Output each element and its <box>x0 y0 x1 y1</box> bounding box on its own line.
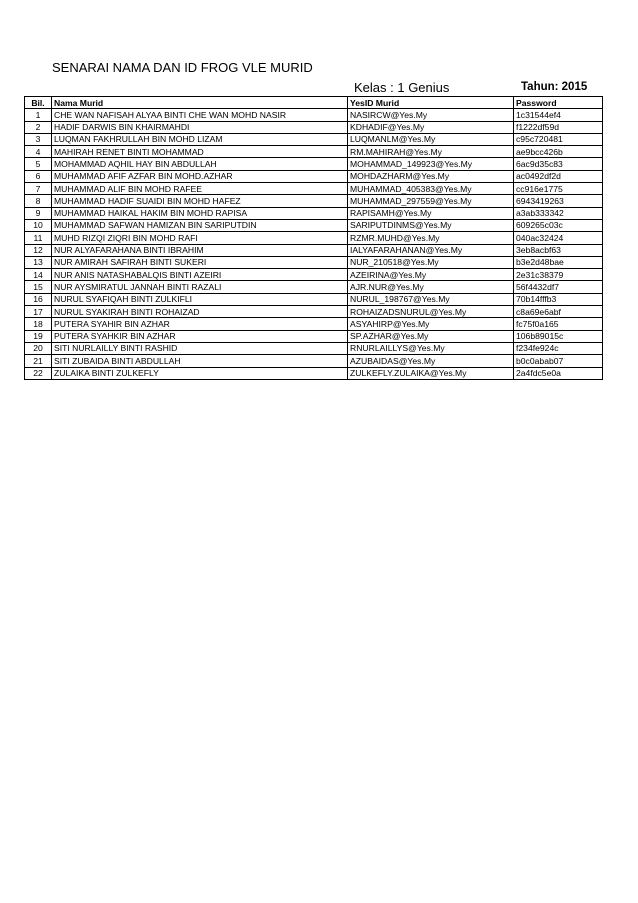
cell-nama-murid: MUHAMMAD HADIF SUAIDI BIN MOHD HAFEZ <box>52 195 348 207</box>
cell-nama-murid: MUHAMMAD HAIKAL HAKIM BIN MOHD RAPISA <box>52 207 348 219</box>
cell-password: 106b89015c <box>514 330 603 342</box>
cell-nama-murid: NUR AMIRAH SAFIRAH BINTI SUKERI <box>52 256 348 268</box>
table-row <box>25 121 603 133</box>
cell-bil: 11 <box>25 232 52 244</box>
cell-yesid: ASYAHIRP@Yes.My <box>348 318 514 330</box>
cell-yesid: LUQMANLM@Yes.My <box>348 133 514 145</box>
cell-nama-murid: MUHAMMAD SAFWAN HAMIZAN BIN SARIPUTDIN <box>52 219 348 231</box>
cell-nama-murid: NUR AYSMIRATUL JANNAH BINTI RAZALI <box>52 281 348 293</box>
cell-yesid: NURUL_198767@Yes.My <box>348 293 514 305</box>
cell-password: f1222df59d <box>514 121 603 133</box>
cell-password: 6ac9d35c83 <box>514 158 603 170</box>
cell-password: 2e31c38379 <box>514 269 603 281</box>
header-password: Password <box>514 97 603 109</box>
cell-nama-murid: NURUL SYAFIQAH BINTI ZULKIFLI <box>52 293 348 305</box>
table-row <box>25 342 603 354</box>
table-body <box>25 109 603 380</box>
cell-password: c8a69e6abf <box>514 306 603 318</box>
cell-nama-murid: SITI ZUBAIDA BINTI ABDULLAH <box>52 355 348 367</box>
cell-bil: 21 <box>25 355 52 367</box>
cell-nama-murid: MUHD RIZQI ZIQRI BIN MOHD RAFI <box>52 232 348 244</box>
cell-password: 56f4432df7 <box>514 281 603 293</box>
table-row <box>25 293 603 305</box>
table-row <box>25 269 603 281</box>
cell-nama-murid: PUTERA SYAHKIR BIN AZHAR <box>52 330 348 342</box>
table-row <box>25 256 603 268</box>
cell-bil: 20 <box>25 342 52 354</box>
class-label: Kelas : 1 Genius <box>354 80 450 95</box>
cell-bil: 5 <box>25 158 52 170</box>
cell-password: c95c720481 <box>514 133 603 145</box>
table-row <box>25 170 603 182</box>
cell-nama-murid: PUTERA SYAHIR BIN AZHAR <box>52 318 348 330</box>
cell-password: fc75f0a165 <box>514 318 603 330</box>
table-row <box>25 183 603 195</box>
cell-bil: 6 <box>25 170 52 182</box>
table-row <box>25 219 603 231</box>
cell-yesid: RNURLAILLYS@Yes.My <box>348 342 514 354</box>
cell-bil: 8 <box>25 195 52 207</box>
cell-bil: 13 <box>25 256 52 268</box>
cell-yesid: IALYAFARAHANAN@Yes.My <box>348 244 514 256</box>
table-row <box>25 207 603 219</box>
cell-password: 1c31544ef4 <box>514 109 603 121</box>
header-bil: Bil. <box>25 97 52 109</box>
cell-bil: 2 <box>25 121 52 133</box>
cell-nama-murid: LUQMAN FAKHRULLAH BIN MOHD LIZAM <box>52 133 348 145</box>
cell-bil: 17 <box>25 306 52 318</box>
cell-password: cc916e1775 <box>514 183 603 195</box>
table-row <box>25 244 603 256</box>
cell-yesid: NASIRCW@Yes.My <box>348 109 514 121</box>
cell-password: 6943419263 <box>514 195 603 207</box>
cell-password: b3e2d48bae <box>514 256 603 268</box>
cell-password: ac0492df2d <box>514 170 603 182</box>
cell-password: 70b14fffb3 <box>514 293 603 305</box>
cell-nama-murid: MUHAMMAD AFIF AZFAR BIN MOHD.AZHAR <box>52 170 348 182</box>
cell-bil: 12 <box>25 244 52 256</box>
cell-nama-murid: MUHAMMAD ALIF BIN MOHD RAFEE <box>52 183 348 195</box>
cell-yesid: ZULKEFLY.ZULAIKA@Yes.My <box>348 367 514 379</box>
header-yesid-murid: YesID Murid <box>348 97 514 109</box>
cell-bil: 10 <box>25 219 52 231</box>
table-row <box>25 330 603 342</box>
document-title: SENARAI NAMA DAN ID FROG VLE MURID <box>52 60 313 75</box>
cell-bil: 1 <box>25 109 52 121</box>
cell-nama-murid: SITI NURLAILLY BINTI RASHID <box>52 342 348 354</box>
table-row <box>25 281 603 293</box>
cell-password: f234fe924c <box>514 342 603 354</box>
table-header-row <box>25 97 603 109</box>
cell-nama-murid: NURUL SYAKIRAH BINTI ROHAIZAD <box>52 306 348 318</box>
student-table <box>24 96 603 380</box>
cell-yesid: RZMR.MUHD@Yes.My <box>348 232 514 244</box>
table-row <box>25 133 603 145</box>
cell-bil: 22 <box>25 367 52 379</box>
cell-password: 3eb8acbf63 <box>514 244 603 256</box>
cell-password: 2a4fdc5e0a <box>514 367 603 379</box>
cell-password: b0c0abab07 <box>514 355 603 367</box>
cell-yesid: MUHAMMAD_405383@Yes.My <box>348 183 514 195</box>
cell-bil: 16 <box>25 293 52 305</box>
cell-yesid: SP.AZHAR@Yes.My <box>348 330 514 342</box>
cell-yesid: AJR.NUR@Yes.My <box>348 281 514 293</box>
cell-nama-murid: NUR ALYAFARAHANA BINTI IBRAHIM <box>52 244 348 256</box>
table-row <box>25 109 603 121</box>
cell-yesid: KDHADIF@Yes.My <box>348 121 514 133</box>
cell-nama-murid: NUR ANIS NATASHABALQIS BINTI AZEIRI <box>52 269 348 281</box>
cell-yesid: MOHDAZHARM@Yes.My <box>348 170 514 182</box>
table-row <box>25 306 603 318</box>
cell-bil: 15 <box>25 281 52 293</box>
cell-yesid: RM.MAHIRAH@Yes.My <box>348 146 514 158</box>
year-label: Tahun: 2015 <box>521 81 588 93</box>
cell-bil: 7 <box>25 183 52 195</box>
cell-yesid: NUR_210518@Yes.My <box>348 256 514 268</box>
cell-nama-murid: CHE WAN NAFISAH ALYAA BINTI CHE WAN MOHD NASIR <box>52 109 348 121</box>
cell-nama-murid: ZULAIKA BINTI ZULKEFLY <box>52 367 348 379</box>
cell-yesid: AZUBAIDAS@Yes.My <box>348 355 514 367</box>
cell-yesid: AZEIRINA@Yes.My <box>348 269 514 281</box>
cell-bil: 14 <box>25 269 52 281</box>
cell-yesid: ROHAIZADSNURUL@Yes.My <box>348 306 514 318</box>
table-row <box>25 146 603 158</box>
cell-nama-murid: HADIF DARWIS BIN KHAIRMAHDI <box>52 121 348 133</box>
header-nama-murid: Nama Murid <box>52 97 348 109</box>
cell-bil: 4 <box>25 146 52 158</box>
table-row <box>25 158 603 170</box>
table-row <box>25 195 603 207</box>
cell-nama-murid: MOHAMMAD AQHIL HAY BIN ABDULLAH <box>52 158 348 170</box>
cell-nama-murid: MAHIRAH RENET BINTI MOHAMMAD <box>52 146 348 158</box>
table-row <box>25 232 603 244</box>
table-row <box>25 355 603 367</box>
cell-yesid: SARIPUTDINMS@Yes.My <box>348 219 514 231</box>
cell-password: 609265c03c <box>514 219 603 231</box>
cell-yesid: MUHAMMAD_297559@Yes.My <box>348 195 514 207</box>
cell-bil: 18 <box>25 318 52 330</box>
table-row <box>25 367 603 379</box>
cell-bil: 3 <box>25 133 52 145</box>
cell-yesid: MOHAMMAD_149923@Yes.My <box>348 158 514 170</box>
cell-yesid: RAPISAMH@Yes.My <box>348 207 514 219</box>
cell-password: 040ac32424 <box>514 232 603 244</box>
cell-password: ae9bcc426b <box>514 146 603 158</box>
cell-bil: 19 <box>25 330 52 342</box>
table-row <box>25 318 603 330</box>
cell-bil: 9 <box>25 207 52 219</box>
cell-password: a3ab333342 <box>514 207 603 219</box>
